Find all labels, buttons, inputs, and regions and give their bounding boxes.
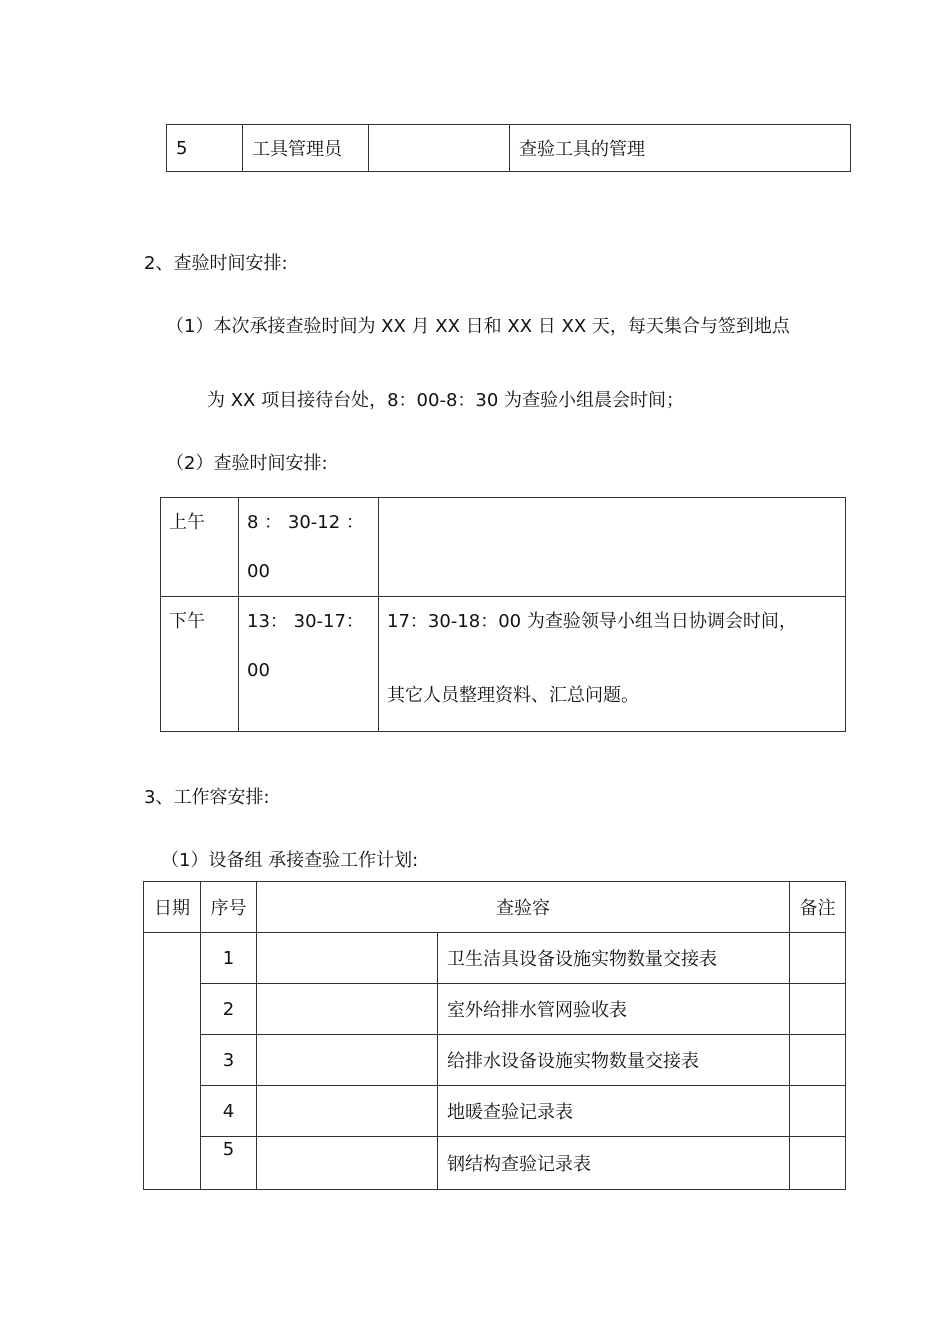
time-cell: 13： 30-17： 00 xyxy=(239,597,379,732)
section2-heading: 2、查验时间安排: xyxy=(144,253,288,274)
table-row xyxy=(144,933,846,984)
row-number: 3 xyxy=(201,1035,257,1086)
section2-paragraph-line1: （1）本次承接查验时间为 XX 月 XX 日和 XX 日 XX 天，每天集合与签到地点 xyxy=(166,316,790,337)
remarks-cell xyxy=(790,984,846,1035)
table-header-row xyxy=(144,882,846,933)
remarks-cell xyxy=(790,1086,846,1137)
item-cell: 室外给排水管网验收表 xyxy=(438,984,790,1035)
header-content: 查验容 xyxy=(257,882,790,933)
header-date: 日期 xyxy=(144,882,201,933)
row-number: 1 xyxy=(201,933,257,984)
note-cell: 17：30-18：00 为查验领导小组当日协调会时间， 其它人员整理资料、汇总问题。 xyxy=(379,597,846,732)
blank-cell xyxy=(257,1035,438,1086)
role-name: 工具管理员 xyxy=(243,125,369,172)
table-row xyxy=(161,597,846,732)
row-number: 4 xyxy=(201,1086,257,1137)
blank-cell xyxy=(257,984,438,1035)
time-cell: 8 ： 30-12 ： 00 xyxy=(239,498,379,597)
item-cell: 给排水设备设施实物数量交接表 xyxy=(438,1035,790,1086)
time-table xyxy=(160,497,846,732)
section2-paragraph-line2: 为 XX 项目接待台处，8：00-8：30 为查验小组晨会时间； xyxy=(207,390,685,411)
period-cell: 下午 xyxy=(161,597,239,732)
period-cell: 上午 xyxy=(161,498,239,597)
table-row xyxy=(144,1086,846,1137)
item-cell: 卫生洁具设备设施实物数量交接表 xyxy=(438,933,790,984)
blank-cell xyxy=(257,1086,438,1137)
blank-cell xyxy=(257,933,438,984)
date-cell xyxy=(144,933,201,1190)
section2-subheading: （2）查验时间安排: xyxy=(166,453,328,474)
person-name xyxy=(369,125,510,172)
table-row xyxy=(161,498,846,597)
blank-cell xyxy=(257,1137,438,1190)
row-number: 2 xyxy=(201,984,257,1035)
table-row xyxy=(144,1137,846,1190)
section3-subheading: （1）设备组 承接查验工作计划: xyxy=(161,850,419,871)
staff-table xyxy=(166,124,851,172)
row-number: 5 xyxy=(201,1137,257,1190)
table-row xyxy=(144,1035,846,1086)
row-number: 5 xyxy=(167,125,243,172)
work-plan-table xyxy=(143,881,846,1190)
header-number: 序号 xyxy=(201,882,257,933)
remarks-cell xyxy=(790,1137,846,1190)
note-cell xyxy=(379,498,846,597)
header-remarks: 备注 xyxy=(790,882,846,933)
item-cell: 钢结构查验记录表 xyxy=(438,1137,790,1190)
remarks-cell xyxy=(790,1035,846,1086)
duty-description: 查验工具的管理 xyxy=(510,125,851,172)
section3-heading: 3、工作容安排: xyxy=(144,787,270,808)
table-row xyxy=(167,125,851,172)
remarks-cell xyxy=(790,933,846,984)
table-row xyxy=(144,984,846,1035)
item-cell: 地暖查验记录表 xyxy=(438,1086,790,1137)
